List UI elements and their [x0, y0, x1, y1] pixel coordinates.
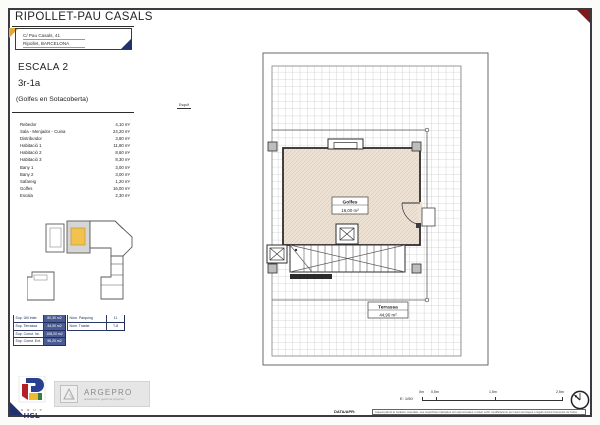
- room-name: Habitació 3: [20, 157, 42, 163]
- unit-label: 3r-1a: [18, 78, 41, 89]
- drain-marker-bottom: [425, 298, 429, 302]
- unit-subtitle: (Golfes en Sotacoberta): [16, 96, 89, 103]
- room-area: 1,20 m²: [115, 178, 130, 184]
- argepro-glyph-icon: [60, 385, 78, 403]
- room-name: Escala: [20, 192, 33, 198]
- room-name: Bany 1: [20, 164, 34, 170]
- keyplan-highlight-unit: [71, 228, 85, 245]
- numbers-label: Núm. Pàrquing: [67, 315, 107, 323]
- room-schedule-row: [20, 178, 130, 185]
- keyplan-wing-upper: [90, 221, 132, 256]
- room-area: 3,00 m²: [115, 164, 130, 170]
- room-name: Habitació 2: [20, 150, 42, 156]
- room-area: 3,80 m²: [115, 136, 130, 142]
- argepro-name: ARGEPRO: [84, 387, 133, 397]
- summary-value: 44,90 m2: [44, 323, 66, 331]
- room-schedule-row: [20, 171, 130, 178]
- room-schedule-row: [20, 192, 130, 199]
- summary-value: 80,30 m2: [44, 315, 66, 323]
- numbers-value: T-8: [107, 323, 125, 331]
- grup-word: G R U P: [20, 408, 44, 412]
- room-schedule: [20, 121, 130, 199]
- room-area: 3,00 m²: [115, 171, 130, 177]
- room-name: Golfes: [20, 185, 33, 191]
- room-schedule-row: [20, 128, 130, 135]
- footer-disclaimer: Aquest plànol té caràcter orientatiu. Les superfícies indicades són aproximades i poden sofrir modificacions per raons tècniques o legals durant l'execució de l'obra.: [372, 409, 586, 416]
- room-area: 11,80 m²: [113, 143, 130, 149]
- room-name: Distribuïdor: [20, 136, 42, 142]
- skylight-center: [336, 224, 358, 244]
- room-schedule-row: [20, 121, 130, 128]
- address-box: [15, 28, 132, 50]
- numbers-row: [67, 315, 125, 323]
- scale-tick-25: 2,5m: [556, 390, 564, 394]
- address-corner-mark: [121, 38, 132, 49]
- numbers-value: 11: [107, 315, 125, 323]
- summary-label: Sup. Const. Int.: [13, 331, 44, 339]
- summary-value: 108,20 m2: [44, 331, 66, 339]
- scale-bar: [400, 386, 575, 410]
- address-city: Ripollet, BARCELONA: [23, 40, 85, 48]
- scale-tick-0: 0m: [419, 390, 424, 394]
- title-divider: [12, 26, 134, 27]
- keyplan-wing-lower: [101, 256, 123, 299]
- address-street: C/ Pau Casals, 41: [23, 32, 85, 40]
- scale-tick-05: 0,5m: [431, 390, 439, 394]
- room-area: 8,30 m²: [115, 157, 130, 163]
- floor-plan: [256, 50, 494, 374]
- skylight-left: [267, 245, 287, 263]
- summary-label: Sup. Const. Ext.: [13, 338, 44, 346]
- room-name: Habitació 1: [20, 143, 42, 149]
- summary-row: [13, 315, 66, 323]
- svg-text:16,00 m²: 16,00 m²: [341, 207, 359, 213]
- grup-hsl-logo: [16, 376, 48, 420]
- room-label: [332, 197, 368, 214]
- summary-label: Sup. Terrassa: [13, 323, 44, 331]
- key-plan: [27, 217, 149, 311]
- summary-value: 96,20 m2: [44, 338, 66, 346]
- exterior-cabinet: [422, 208, 435, 226]
- stair-parapet: [290, 274, 332, 279]
- numbers-row: [67, 323, 125, 331]
- svg-text:44,90 m²: 44,90 m²: [379, 312, 397, 318]
- room-name: Sala - Menjador - Cuina: [20, 129, 66, 135]
- room-area: 16,00 m²: [113, 185, 130, 191]
- summary-label: Sup. Útil Inter.: [13, 315, 44, 323]
- room-schedule-row: [20, 135, 130, 142]
- summary-row: [13, 338, 66, 346]
- drain-marker-top: [425, 128, 429, 132]
- scale-heading: ESCALA 2: [18, 62, 69, 73]
- room-schedule-row: [20, 149, 130, 156]
- room-schedule-row: [20, 185, 130, 192]
- subtitle-note: Esquif: [179, 103, 189, 107]
- surface-summary-table: [13, 315, 66, 346]
- room-area: 4,10 m²: [115, 122, 130, 127]
- numbers-table: [67, 315, 125, 331]
- room-name: Safareig: [20, 178, 37, 184]
- room-name: Rebedor: [20, 122, 37, 127]
- room-schedule-row: [20, 142, 130, 149]
- argepro-logo: [54, 381, 150, 407]
- room-name: Bany 2: [20, 171, 34, 177]
- svg-text:Golfes: Golfes: [342, 200, 358, 206]
- section-divider: [12, 112, 134, 113]
- room-area: 8,60 m²: [115, 150, 130, 156]
- numbers-label: Núm. Traster: [67, 323, 107, 331]
- scale-tick-15: 1,5m: [489, 390, 497, 394]
- room-area: 24,20 m²: [113, 129, 130, 135]
- summary-row: [13, 331, 66, 339]
- room-area: 2,30 m²: [115, 192, 130, 198]
- summary-row: [13, 323, 66, 331]
- room-schedule-row: [20, 164, 130, 171]
- argepro-tagline: arquitectura i gestió de projectes: [84, 396, 125, 401]
- room-schedule-row: [20, 156, 130, 163]
- corner-mark-top-right: [577, 10, 590, 23]
- hsl-word: HSL: [23, 411, 41, 420]
- scale-ratio: E: 1/50: [400, 396, 413, 401]
- sheet-title: RIPOLLET-PAU CASALS: [15, 11, 153, 23]
- scale-bar-line: [422, 400, 563, 401]
- terrace-label: [368, 302, 408, 318]
- footer-date-label: DATA/APR:: [334, 409, 356, 414]
- grup-hsl-emblem: [17, 376, 47, 403]
- svg-text:Terrassa: Terrassa: [378, 305, 398, 311]
